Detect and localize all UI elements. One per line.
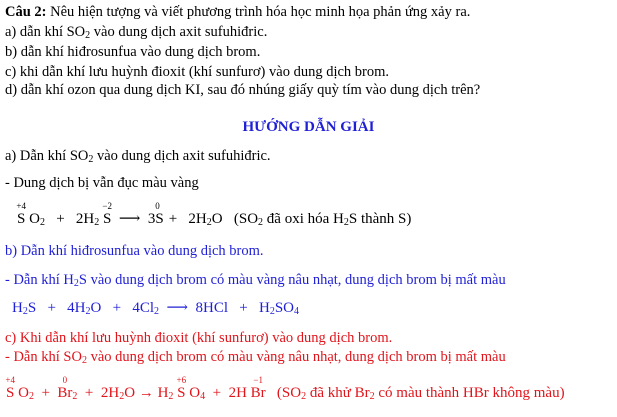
solution-a-title [5, 148, 271, 165]
observation-text: - Dẫn khí H [5, 272, 74, 288]
plus-sign: + [56, 211, 65, 227]
oxidation-number: +4 [5, 375, 15, 385]
question-b: b) dẫn khí hiđrosunfua vào dung dịch brom. [5, 44, 261, 60]
element: O [29, 211, 40, 227]
equation-c [5, 375, 565, 402]
element: O [90, 300, 102, 316]
subscript: 2 [154, 306, 159, 317]
subscript: 2 [206, 217, 212, 228]
observation-text: S vào dung dịch brom có màu vàng nâu nhạt, dung dịch brom bị mất màu [78, 272, 506, 288]
element: H [12, 300, 23, 316]
plus-sign: + [47, 300, 56, 316]
reaction-arrow: → [138, 385, 154, 401]
oxidation-number: −1 [253, 375, 263, 385]
element: S [27, 300, 37, 316]
reaction-arrow: ⟶ [118, 211, 141, 227]
solution-c-title: c) Khi dẫn khí lưu huỳnh đioxit (khí sunfurơ) vào dung dịch brom. [5, 330, 393, 346]
element: O [124, 385, 136, 401]
solution-a-title-text: a) Dẫn khí SO [5, 148, 89, 164]
element: Br [250, 385, 266, 401]
element: S [17, 211, 26, 227]
subscript: 2 [168, 391, 174, 402]
reaction-arrow: ⟶ [166, 300, 189, 316]
oxidation-number: +6 [176, 375, 187, 385]
equation-a [16, 201, 412, 228]
subscript: 2 [94, 217, 100, 228]
element: SO [274, 300, 295, 316]
solution-a-title-end: vào dung dịch axit sufuhiđric. [93, 148, 271, 164]
sulfur-oxidation [5, 375, 15, 402]
note-text: (SO [276, 385, 302, 401]
subscript: 2 [72, 391, 78, 402]
note-text: S thành S) [348, 211, 412, 227]
subscript: 2 [343, 217, 349, 228]
question-a-text: a) dẫn khí SO [5, 24, 86, 40]
oxidation-number: −2 [102, 201, 112, 211]
subscript: 2 [301, 391, 307, 402]
solution-c-observation [5, 349, 506, 366]
observation-text: - Dẫn khí SO [5, 349, 82, 365]
bromine-oxidation [250, 375, 266, 402]
bromine-oxidation [57, 375, 73, 402]
element: O [189, 385, 201, 401]
element: H [259, 300, 270, 316]
subscript: 2 [81, 355, 87, 366]
element: 2H [75, 211, 95, 227]
subscript: 2 [88, 154, 94, 165]
equation-a-note [234, 211, 412, 227]
element: S [6, 385, 15, 401]
element: O [211, 211, 223, 227]
question-line [5, 4, 470, 21]
observation-text: vào dung dịch brom có màu vàng nâu nhạt, dung dịch brom bị mất màu [86, 349, 506, 365]
question-c: c) khi dẫn khí lưu huỳnh đioxit (khí sunfurơ) vào dung dịch brom. [5, 64, 390, 80]
subscript: 2 [39, 217, 45, 228]
plus-sign: + [84, 385, 94, 401]
element: H [157, 385, 169, 401]
subscript: 4 [200, 391, 206, 402]
subscript: 2 [369, 391, 375, 402]
element: 4H [67, 300, 86, 316]
solution-heading: HƯỚNG DẪN GIẢI [242, 119, 375, 135]
note-text: đã oxi hóa H [263, 211, 344, 227]
note-text: (SO [233, 211, 259, 227]
plus-sign: + [112, 300, 122, 316]
subscript: 2 [269, 306, 275, 317]
plus-sign: + [212, 385, 222, 401]
question-a [5, 24, 267, 41]
plus-sign: + [41, 385, 50, 401]
subscript: 2 [85, 306, 91, 317]
subscript: 2 [28, 391, 34, 402]
subscript: 2 [85, 30, 91, 41]
oxidation-number: 0 [155, 201, 160, 211]
question-prompt: Nêu hiện tượng và viết phương trình hóa học minh họa phản ứng xảy ra. [50, 4, 471, 20]
element: S [103, 211, 112, 227]
question-a-text-end: vào dung dịch axit sufuhiđric. [90, 24, 268, 40]
plus-sign: + [168, 211, 178, 227]
subscript: 2 [73, 278, 79, 289]
element: S [177, 385, 186, 401]
plus-sign: + [239, 300, 248, 316]
oxidation-number: +4 [16, 201, 26, 211]
note-text: có màu thành HBr không màu) [374, 385, 565, 401]
element: 3S [147, 211, 164, 227]
question-d: d) dẫn khí ozon qua dung dịch KI, sau đó nhúng giấy quỳ tím vào dung dịch trên? [5, 82, 481, 98]
subscript: 2 [258, 217, 264, 228]
solution-a-observation: - Dung dịch bị vẫn đục màu vàng [5, 175, 199, 191]
element: O [18, 385, 29, 401]
subscript: 4 [294, 306, 300, 317]
element: 2H [228, 385, 247, 401]
element: 8HCl [195, 300, 229, 316]
sulfur-oxidation [102, 201, 112, 228]
sulfur-oxidation [154, 201, 162, 228]
sulfur-oxidation [176, 375, 187, 402]
solution-b-observation [5, 272, 506, 289]
question-label: Câu 2: [5, 4, 47, 20]
solution-b-title: b) Dẫn khí hiđrosunfua vào dung dịch brom. [5, 243, 264, 259]
subscript: 2 [22, 306, 28, 317]
element: 2H [100, 385, 120, 401]
element: 4Cl [132, 300, 154, 316]
subscript: 2 [119, 391, 125, 402]
oxidation-number: 0 [62, 375, 68, 385]
sulfur-oxidation [16, 201, 26, 228]
element: 2H [188, 211, 207, 227]
note-text: đã khử Br [306, 385, 370, 401]
equation-c-note [277, 385, 565, 401]
equation-b [12, 300, 299, 317]
element: Br [57, 385, 73, 401]
